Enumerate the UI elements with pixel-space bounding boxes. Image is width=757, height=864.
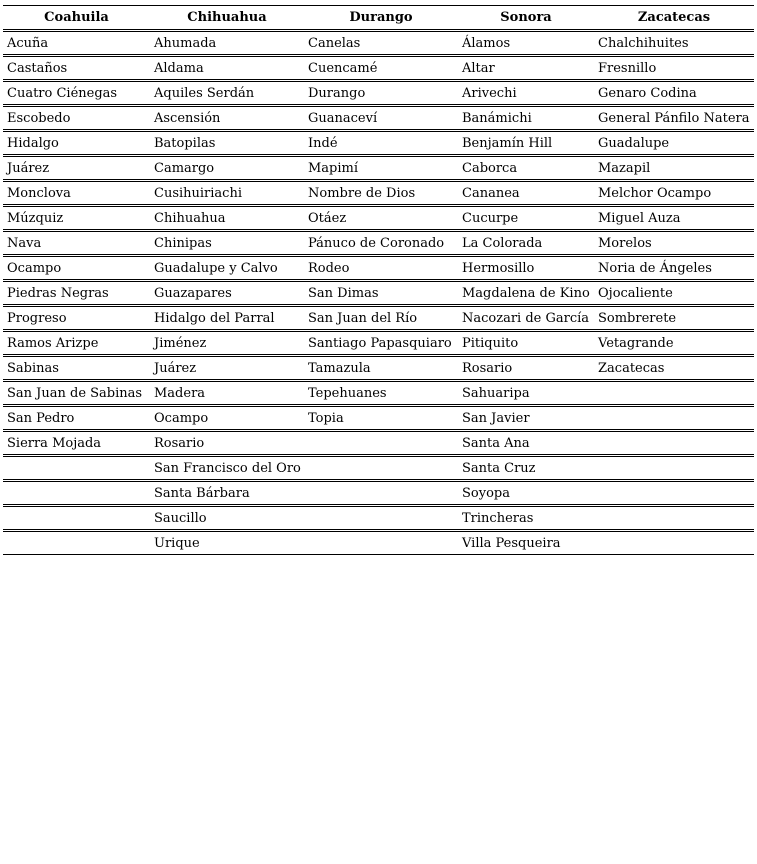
table-row bbox=[3, 31, 754, 56]
table-cell: Chalchihuites bbox=[594, 31, 754, 56]
table-cell: Soyopa bbox=[458, 481, 594, 506]
table-cell: Castaños bbox=[3, 56, 150, 81]
table-cell: Nombre de Dios bbox=[304, 181, 458, 206]
table-cell: Arivechi bbox=[458, 81, 594, 106]
table-row bbox=[3, 506, 754, 531]
table-cell: Durango bbox=[304, 81, 458, 106]
table-cell: San Juan de Sabinas bbox=[3, 381, 150, 406]
table-row bbox=[3, 181, 754, 206]
table-cell bbox=[594, 531, 754, 555]
table-cell: Nacozari de García bbox=[458, 306, 594, 331]
table-cell bbox=[304, 431, 458, 456]
table-cell: Magdalena de Kino bbox=[458, 281, 594, 306]
table-cell bbox=[3, 506, 150, 531]
municipalities-table bbox=[3, 5, 754, 555]
table-cell: Indé bbox=[304, 131, 458, 156]
table-cell: Nava bbox=[3, 231, 150, 256]
table-cell bbox=[594, 406, 754, 431]
table-cell: Mapimí bbox=[304, 156, 458, 181]
header-row bbox=[3, 6, 754, 31]
table-cell: Ahumada bbox=[150, 31, 304, 56]
table-cell: Cuencamé bbox=[304, 56, 458, 81]
table-cell: Chihuahua bbox=[150, 206, 304, 231]
table-cell: Mazapil bbox=[594, 156, 754, 181]
table-cell: Ocampo bbox=[150, 406, 304, 431]
table-cell: Madera bbox=[150, 381, 304, 406]
table-cell: Piedras Negras bbox=[3, 281, 150, 306]
table-cell: Canelas bbox=[304, 31, 458, 56]
table-cell: Melchor Ocampo bbox=[594, 181, 754, 206]
table-cell: Santa Ana bbox=[458, 431, 594, 456]
table-row bbox=[3, 106, 754, 131]
table-cell: Otáez bbox=[304, 206, 458, 231]
table-cell: Acuña bbox=[3, 31, 150, 56]
table-cell: Guadalupe y Calvo bbox=[150, 256, 304, 281]
table-cell: San Dimas bbox=[304, 281, 458, 306]
table-cell: Aquiles Serdán bbox=[150, 81, 304, 106]
table-cell: Trincheras bbox=[458, 506, 594, 531]
table-cell: Santa Cruz bbox=[458, 456, 594, 481]
table-cell: Caborca bbox=[458, 156, 594, 181]
table-cell bbox=[304, 481, 458, 506]
table-cell: Genaro Codina bbox=[594, 81, 754, 106]
table-cell bbox=[304, 531, 458, 555]
table-cell: Noria de Ángeles bbox=[594, 256, 754, 281]
table-cell: Santiago Papasquiaro bbox=[304, 331, 458, 356]
header-durango: Durango bbox=[304, 6, 458, 31]
table-cell: Fresnillo bbox=[594, 56, 754, 81]
table-cell: Tamazula bbox=[304, 356, 458, 381]
table-cell: Rodeo bbox=[304, 256, 458, 281]
table-cell: Sabinas bbox=[3, 356, 150, 381]
table-cell: Guanaceví bbox=[304, 106, 458, 131]
table-row bbox=[3, 306, 754, 331]
table-cell: Rosario bbox=[458, 356, 594, 381]
table-cell: Juárez bbox=[150, 356, 304, 381]
table-cell: Miguel Auza bbox=[594, 206, 754, 231]
table-cell bbox=[594, 506, 754, 531]
table-cell: Rosario bbox=[150, 431, 304, 456]
municipalities-table-container bbox=[3, 5, 754, 555]
table-cell: Villa Pesqueira bbox=[458, 531, 594, 555]
header-zacatecas: Zacatecas bbox=[594, 6, 754, 31]
table-cell: Sombrerete bbox=[594, 306, 754, 331]
table-cell: Sierra Mojada bbox=[3, 431, 150, 456]
table-cell: Ojocaliente bbox=[594, 281, 754, 306]
table-cell: Álamos bbox=[458, 31, 594, 56]
table-cell: Santa Bárbara bbox=[150, 481, 304, 506]
table-body bbox=[3, 31, 754, 555]
table-row bbox=[3, 281, 754, 306]
table-cell: Pitiquito bbox=[458, 331, 594, 356]
table-cell: Guadalupe bbox=[594, 131, 754, 156]
table-row bbox=[3, 356, 754, 381]
header-coahuila: Coahuila bbox=[3, 6, 150, 31]
table-cell: Escobedo bbox=[3, 106, 150, 131]
table-cell: Tepehuanes bbox=[304, 381, 458, 406]
table-cell: Hidalgo bbox=[3, 131, 150, 156]
table-cell: Ascensión bbox=[150, 106, 304, 131]
header-sonora: Sonora bbox=[458, 6, 594, 31]
table-cell: General Pánfilo Natera bbox=[594, 106, 754, 131]
table-cell: Juárez bbox=[3, 156, 150, 181]
table-row bbox=[3, 206, 754, 231]
table-cell: Pánuco de Coronado bbox=[304, 231, 458, 256]
table-row bbox=[3, 531, 754, 555]
table-row bbox=[3, 331, 754, 356]
table-cell: Cananea bbox=[458, 181, 594, 206]
table-cell: Zacatecas bbox=[594, 356, 754, 381]
table-cell bbox=[304, 506, 458, 531]
table-cell bbox=[3, 481, 150, 506]
table-cell bbox=[3, 531, 150, 555]
table-cell: San Javier bbox=[458, 406, 594, 431]
table-cell bbox=[594, 431, 754, 456]
table-cell: Morelos bbox=[594, 231, 754, 256]
table-cell bbox=[304, 456, 458, 481]
table-row bbox=[3, 156, 754, 181]
table-cell: Ocampo bbox=[3, 256, 150, 281]
table-row bbox=[3, 381, 754, 406]
table-row bbox=[3, 131, 754, 156]
header-chihuahua: Chihuahua bbox=[150, 6, 304, 31]
table-cell: Cusihuiriachi bbox=[150, 181, 304, 206]
table-cell: Ramos Arizpe bbox=[3, 331, 150, 356]
table-cell: Aldama bbox=[150, 56, 304, 81]
table-cell: Monclova bbox=[3, 181, 150, 206]
table-cell: Guazapares bbox=[150, 281, 304, 306]
table-cell: Banámichi bbox=[458, 106, 594, 131]
table-row bbox=[3, 256, 754, 281]
table-cell: Camargo bbox=[150, 156, 304, 181]
table-row bbox=[3, 481, 754, 506]
table-cell: Batopilas bbox=[150, 131, 304, 156]
table-cell: Vetagrande bbox=[594, 331, 754, 356]
table-cell: Progreso bbox=[3, 306, 150, 331]
table-cell: Urique bbox=[150, 531, 304, 555]
table-cell: Sahuaripa bbox=[458, 381, 594, 406]
table-cell bbox=[594, 481, 754, 506]
table-cell: Benjamín Hill bbox=[458, 131, 594, 156]
table-cell bbox=[594, 381, 754, 406]
table-cell bbox=[3, 456, 150, 481]
table-row bbox=[3, 81, 754, 106]
table-cell: Cucurpe bbox=[458, 206, 594, 231]
table-cell: Hidalgo del Parral bbox=[150, 306, 304, 331]
table-cell: Topia bbox=[304, 406, 458, 431]
table-row bbox=[3, 406, 754, 431]
table-cell: San Francisco del Oro bbox=[150, 456, 304, 481]
table-cell bbox=[594, 456, 754, 481]
table-cell: Jiménez bbox=[150, 331, 304, 356]
table-cell: Saucillo bbox=[150, 506, 304, 531]
table-cell: Cuatro Ciénegas bbox=[3, 81, 150, 106]
table-cell: San Juan del Río bbox=[304, 306, 458, 331]
table-row bbox=[3, 456, 754, 481]
table-row bbox=[3, 231, 754, 256]
table-cell: Hermosillo bbox=[458, 256, 594, 281]
table-cell: San Pedro bbox=[3, 406, 150, 431]
table-cell: La Colorada bbox=[458, 231, 594, 256]
table-row bbox=[3, 431, 754, 456]
table-row bbox=[3, 56, 754, 81]
table-cell: Múzquiz bbox=[3, 206, 150, 231]
table-cell: Altar bbox=[458, 56, 594, 81]
table-cell: Chinipas bbox=[150, 231, 304, 256]
